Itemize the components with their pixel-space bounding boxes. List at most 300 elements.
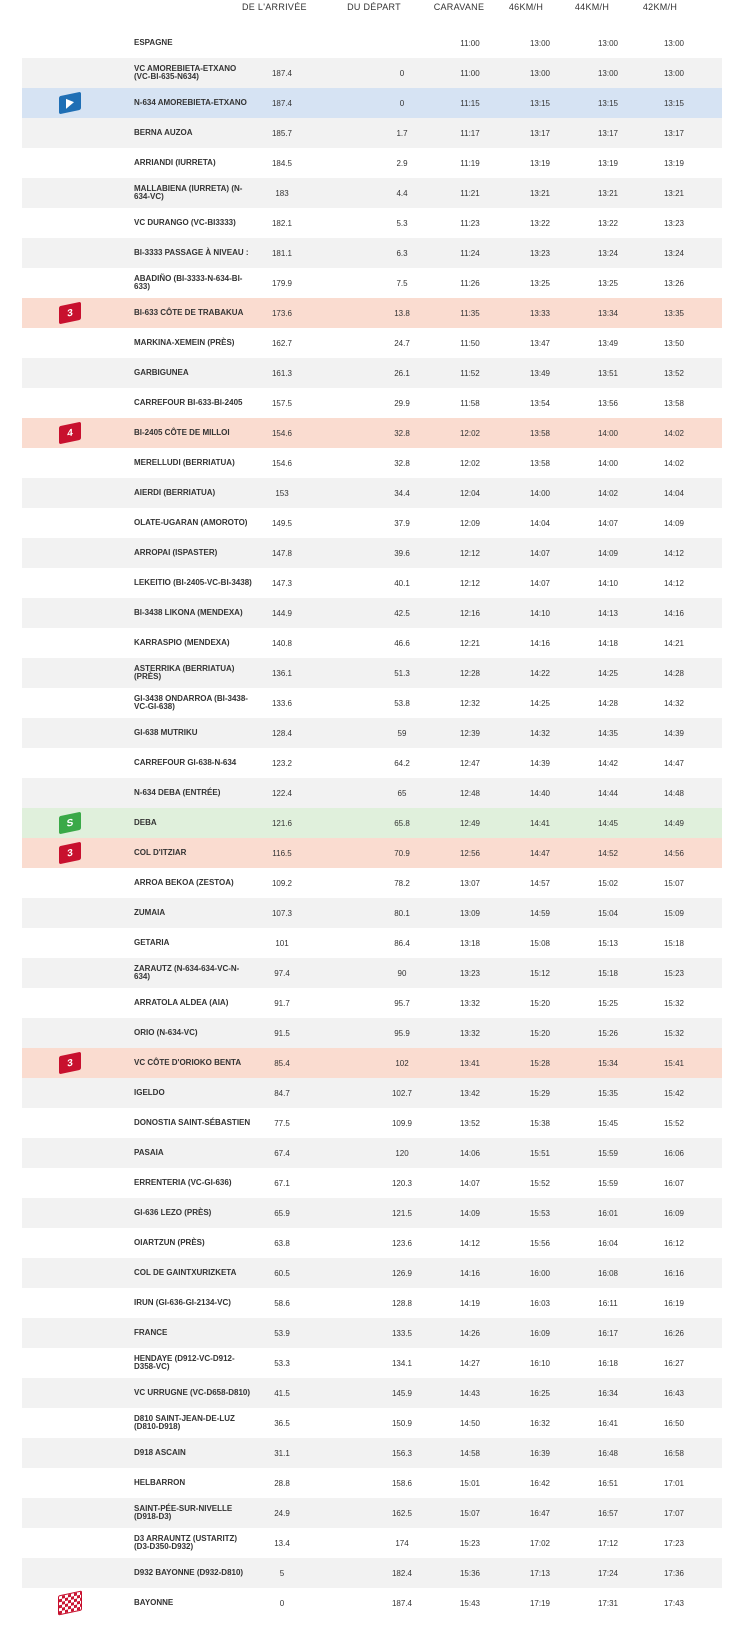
km-from-start: 34.4 (394, 488, 410, 498)
time-44kmh: 13:51 (597, 368, 619, 378)
stage-name: GARBIGUNEA (134, 368, 189, 377)
start-flag-icon (59, 92, 81, 115)
time-42kmh: 13:23 (663, 218, 685, 228)
time-46kmh: 13:47 (529, 338, 551, 348)
climb-cat4-icon: 4 (59, 422, 81, 445)
km-from-start: 64.2 (394, 758, 410, 768)
stage-name: KARRASPIO (MENDEXA) (134, 638, 230, 647)
stage-name: ARROPAI (ISPASTER) (134, 548, 218, 557)
caravan-time: 11:26 (460, 278, 480, 288)
time-42kmh: 14:39 (663, 728, 685, 738)
time-46kmh: 15:53 (529, 1208, 551, 1218)
km-to-arrival: 185.7 (271, 128, 293, 138)
table-row (22, 238, 722, 268)
time-42kmh: 16:58 (663, 1448, 685, 1458)
km-from-start: 53.8 (394, 698, 410, 708)
stage-name: BI-633 CÔTE DE TRABAKUA (134, 308, 244, 317)
caravan-time: 14:27 (459, 1358, 481, 1368)
table-row (22, 958, 722, 988)
caravan-time: 14:09 (459, 1208, 481, 1218)
caravan-time: 13:09 (459, 908, 481, 918)
time-44kmh: 13:00 (597, 38, 619, 48)
time-44kmh: 15:34 (597, 1058, 619, 1068)
time-46kmh: 16:32 (529, 1418, 551, 1428)
stage-name: ARRIANDI (IURRETA) (134, 158, 216, 167)
table-row (22, 928, 722, 958)
km-to-arrival: 128.4 (271, 728, 293, 738)
row-icon-cell (52, 1408, 88, 1438)
time-42kmh: 16:26 (663, 1328, 685, 1338)
stage-name: OLATE-UGARAN (AMOROTO) (134, 518, 248, 527)
stage-name: COL DE GAINTXURIZKETA (134, 1268, 237, 1277)
km-from-start: 80.1 (394, 908, 410, 918)
km-to-arrival: 116.5 (272, 848, 292, 858)
table-row (22, 1288, 722, 1318)
stage-name: IGELDO (134, 1088, 165, 1097)
stage-name: GI-638 MUTRIKU (134, 728, 198, 737)
caravan-time: 13:23 (459, 968, 481, 978)
row-icon-cell (52, 868, 88, 898)
header-44kmh: 44KM/H (574, 2, 610, 12)
time-46kmh: 16:09 (529, 1328, 551, 1338)
stage-name: MERELLUDI (BERRIATUA) (134, 458, 235, 467)
time-42kmh: 13:50 (663, 338, 685, 348)
caravan-time: 12:56 (459, 848, 481, 858)
km-from-start: 174 (395, 1538, 409, 1548)
time-44kmh: 13:34 (597, 308, 619, 318)
time-42kmh: 14:12 (663, 578, 685, 588)
row-icon-cell (52, 208, 88, 238)
time-46kmh: 15:51 (529, 1148, 551, 1158)
km-to-arrival: 67.1 (274, 1178, 290, 1188)
time-46kmh: 14:07 (529, 548, 551, 558)
row-icon-cell (52, 1228, 88, 1258)
time-44kmh: 15:45 (597, 1118, 619, 1128)
km-to-arrival: 136.1 (271, 668, 293, 678)
table-row (22, 1048, 722, 1078)
time-42kmh: 14:49 (663, 818, 685, 828)
time-42kmh: 16:50 (663, 1418, 685, 1428)
caravan-time: 14:19 (459, 1298, 481, 1308)
stage-name: VC AMOREBIETA-ETXANO (VC-BI-635-N634) (134, 64, 237, 81)
km-to-arrival: 36.5 (274, 1418, 290, 1428)
table-row (22, 1018, 722, 1048)
table-row (22, 118, 722, 148)
caravan-time: 15:01 (459, 1478, 481, 1488)
time-46kmh: 14:39 (529, 758, 551, 768)
time-42kmh: 13:58 (663, 398, 685, 408)
km-to-arrival: 85.4 (274, 1058, 290, 1068)
time-44kmh: 13:15 (597, 98, 619, 108)
km-to-arrival: 123.2 (271, 758, 293, 768)
km-from-start: 150.9 (391, 1418, 413, 1428)
time-46kmh: 13:22 (529, 218, 551, 228)
km-from-start: 42.5 (394, 608, 410, 618)
km-from-start: 126.9 (391, 1268, 413, 1278)
row-icon-cell (52, 718, 88, 748)
row-icon-cell (52, 1108, 88, 1138)
row-icon-cell (52, 838, 88, 868)
caravan-time: 12:48 (459, 788, 481, 798)
row-icon-cell (52, 1048, 88, 1078)
km-from-start: 40.1 (394, 578, 410, 588)
header-arrivee: DE L'ARRIVÉE (242, 2, 307, 12)
stage-name: SAINT-PÉE-SUR-NIVELLE (D918-D3) (134, 1504, 233, 1521)
table-row (22, 478, 722, 508)
time-42kmh: 16:43 (663, 1388, 685, 1398)
table-row (22, 1348, 722, 1378)
time-42kmh: 14:21 (663, 638, 685, 648)
row-icon-cell (52, 1498, 88, 1528)
stage-name: PASAIA (134, 1148, 164, 1157)
table-row (22, 1408, 722, 1438)
time-42kmh: 13:17 (663, 128, 685, 138)
row-icon-cell (52, 178, 88, 208)
caravan-time: 12:49 (459, 818, 481, 828)
stage-name: FRANCE (134, 1328, 168, 1337)
row-icon-cell (52, 1078, 88, 1108)
time-42kmh: 13:19 (663, 158, 685, 168)
stage-name: ZARAUTZ (N-634-634-VC-N-634) (134, 964, 240, 981)
row-icon-cell (52, 1468, 88, 1498)
stage-name: GI-636 LEZO (PRÈS) (134, 1208, 212, 1217)
table-row (22, 868, 722, 898)
stage-name: MALLABIENA (IURRETA) (N-634-VC) (134, 184, 243, 201)
time-42kmh: 13:00 (663, 68, 685, 78)
time-42kmh: 13:15 (663, 98, 685, 108)
time-46kmh: 15:20 (529, 998, 551, 1008)
time-42kmh: 16:06 (663, 1148, 685, 1158)
time-44kmh: 13:00 (597, 68, 619, 78)
row-icon-cell (52, 1558, 88, 1588)
table-row (22, 1198, 722, 1228)
km-from-start: 95.7 (394, 998, 410, 1008)
time-42kmh: 13:35 (663, 308, 685, 318)
table-row (22, 688, 722, 718)
km-from-start: 128.8 (391, 1298, 413, 1308)
time-42kmh: 15:18 (663, 938, 685, 948)
time-42kmh: 14:56 (663, 848, 685, 858)
row-icon-cell (52, 538, 88, 568)
row-icon-cell (52, 748, 88, 778)
stage-name: CARREFOUR BI-633-BI-2405 (134, 398, 243, 407)
km-from-start: 7.5 (396, 278, 408, 288)
table-row (22, 748, 722, 778)
table-row (22, 448, 722, 478)
caravan-time: 15:36 (459, 1568, 481, 1578)
time-46kmh: 16:47 (529, 1508, 551, 1518)
km-to-arrival: 63.8 (274, 1238, 290, 1248)
time-42kmh: 15:32 (663, 1028, 685, 1038)
time-42kmh: 14:12 (663, 548, 685, 558)
table-body (22, 28, 722, 1618)
km-from-start: 0 (399, 98, 405, 108)
caravan-time: 13:52 (459, 1118, 481, 1128)
caravan-time: 13:18 (459, 938, 481, 948)
km-from-start (367, 28, 437, 58)
km-to-arrival: 41.5 (274, 1388, 290, 1398)
row-icon-cell (52, 658, 88, 688)
row-icon-cell (52, 238, 88, 268)
km-to-arrival: 181.1 (271, 248, 293, 258)
caravan-time: 12:32 (459, 698, 481, 708)
stage-name: ASTERRIKA (BERRIATUA) (PRÈS) (134, 664, 235, 681)
caravan-time: 13:07 (459, 878, 481, 888)
time-44kmh: 16:34 (597, 1388, 619, 1398)
km-to-arrival: 187.4 (271, 68, 293, 78)
time-46kmh: 13:19 (529, 158, 551, 168)
table-row (22, 898, 722, 928)
table-row (22, 778, 722, 808)
km-from-start: 123.6 (391, 1238, 413, 1248)
time-46kmh: 13:58 (529, 458, 551, 468)
caravan-time: 12:02 (459, 458, 481, 468)
time-42kmh: 13:26 (663, 278, 685, 288)
km-to-arrival: 179.9 (271, 278, 293, 288)
km-to-arrival: 133.6 (271, 698, 293, 708)
km-from-start: 109.9 (391, 1118, 413, 1128)
km-to-arrival: 58.6 (274, 1298, 290, 1308)
caravan-time: 13:41 (459, 1058, 481, 1068)
caravan-time: 14:16 (459, 1268, 481, 1278)
km-to-arrival: 154.6 (271, 458, 293, 468)
time-46kmh: 15:08 (529, 938, 551, 948)
time-46kmh: 14:47 (529, 848, 551, 858)
time-42kmh: 14:28 (663, 668, 685, 678)
time-44kmh: 13:25 (597, 278, 619, 288)
km-from-start: 65 (397, 788, 407, 798)
time-44kmh: 14:07 (597, 518, 619, 528)
time-46kmh: 17:19 (529, 1598, 551, 1608)
stage-name: HENDAYE (D912-VC-D912-D358-VC) (134, 1354, 235, 1371)
caravan-time: 12:09 (459, 518, 481, 528)
time-46kmh: 15:28 (529, 1058, 551, 1068)
km-from-start: 32.8 (394, 428, 410, 438)
table-row (22, 538, 722, 568)
time-46kmh: 14:16 (529, 638, 551, 648)
time-46kmh: 14:25 (529, 698, 551, 708)
time-42kmh: 16:27 (663, 1358, 685, 1368)
km-from-start: 6.3 (396, 248, 408, 258)
row-icon-cell (52, 88, 88, 118)
time-44kmh: 16:04 (597, 1238, 619, 1248)
table-row (22, 1438, 722, 1468)
row-icon-cell (52, 988, 88, 1018)
km-from-start: 134.1 (391, 1358, 413, 1368)
caravan-time: 15:23 (459, 1538, 481, 1548)
table-row (22, 1558, 722, 1588)
caravan-time: 14:26 (459, 1328, 481, 1338)
time-44kmh: 15:26 (597, 1028, 619, 1038)
km-to-arrival: 184.5 (271, 158, 293, 168)
time-46kmh: 14:22 (529, 668, 551, 678)
time-46kmh: 14:41 (529, 818, 551, 828)
caravan-time: 14:43 (459, 1388, 481, 1398)
row-icon-cell (52, 628, 88, 658)
km-to-arrival: 122.4 (271, 788, 293, 798)
table-row (22, 1498, 722, 1528)
row-icon-cell (52, 358, 88, 388)
climb-cat3-icon: 3 (59, 302, 81, 325)
table-row (22, 1258, 722, 1288)
time-42kmh: 13:00 (663, 38, 685, 48)
row-icon-cell (52, 28, 88, 58)
time-46kmh: 13:58 (529, 428, 551, 438)
km-from-start: 145.9 (391, 1388, 413, 1398)
time-44kmh: 15:59 (597, 1148, 619, 1158)
time-44kmh: 16:08 (597, 1268, 619, 1278)
stage-name: ERRENTERIA (VC-GI-636) (134, 1178, 232, 1187)
table-row (22, 628, 722, 658)
table-row (22, 598, 722, 628)
km-to-arrival: 60.5 (274, 1268, 290, 1278)
time-46kmh: 15:20 (529, 1028, 551, 1038)
table-row (22, 358, 722, 388)
header-caravane: CARAVANE (433, 2, 485, 12)
header-46kmh: 46KM/H (508, 2, 544, 12)
caravan-time: 12:12 (459, 578, 481, 588)
km-from-start: 102 (395, 1058, 409, 1068)
time-44kmh: 14:10 (597, 578, 619, 588)
time-42kmh: 15:41 (663, 1058, 685, 1068)
row-icon-cell (52, 1348, 88, 1378)
row-icon-cell (52, 1318, 88, 1348)
table-row (22, 1168, 722, 1198)
stage-name: ARROA BEKOA (ZESTOA) (134, 878, 234, 887)
km-from-start: 90 (397, 968, 407, 978)
header-42kmh: 42KM/H (642, 2, 678, 12)
caravan-time: 11:24 (460, 248, 480, 258)
time-46kmh: 15:29 (529, 1088, 551, 1098)
time-42kmh: 16:16 (663, 1268, 685, 1278)
time-46kmh: 14:32 (529, 728, 551, 738)
km-from-start: 78.2 (394, 878, 410, 888)
table-row (22, 1318, 722, 1348)
stage-name: ARRATOLA ALDEA (AIA) (134, 998, 229, 1007)
table-row (22, 838, 722, 868)
time-42kmh: 17:01 (663, 1478, 685, 1488)
table-row (22, 178, 722, 208)
time-44kmh: 13:19 (597, 158, 619, 168)
km-to-arrival: 5 (279, 1568, 285, 1578)
km-from-start: 156.3 (391, 1448, 413, 1458)
time-42kmh: 14:32 (663, 698, 685, 708)
stage-name: D932 BAYONNE (D932-D810) (134, 1568, 244, 1577)
km-to-arrival: 109.2 (271, 878, 293, 888)
time-44kmh: 16:17 (597, 1328, 619, 1338)
time-44kmh: 13:21 (597, 188, 619, 198)
row-icon-cell (52, 1528, 88, 1558)
time-44kmh: 14:02 (597, 488, 619, 498)
km-to-arrival (247, 28, 317, 58)
km-to-arrival: 140.8 (271, 638, 293, 648)
km-from-start: 86.4 (394, 938, 410, 948)
row-icon-cell (52, 418, 88, 448)
time-44kmh: 15:59 (597, 1178, 619, 1188)
stage-name: N-634 AMOREBIETA-ETXANO (134, 98, 247, 107)
finish-flag-icon (58, 1590, 82, 1615)
km-from-start: 26.1 (394, 368, 410, 378)
time-44kmh: 14:00 (597, 428, 619, 438)
time-46kmh: 15:52 (529, 1178, 551, 1188)
caravan-time: 12:47 (459, 758, 481, 768)
km-to-arrival: 31.1 (274, 1448, 290, 1458)
time-42kmh: 14:02 (663, 428, 685, 438)
row-icon-cell (52, 58, 88, 88)
time-44kmh: 13:49 (597, 338, 619, 348)
table-row (22, 508, 722, 538)
stage-name: ESPAGNE (134, 38, 173, 47)
time-44kmh: 13:24 (597, 248, 619, 258)
km-to-arrival: 147.3 (271, 578, 293, 588)
km-from-start: 120 (395, 1148, 409, 1158)
climb-cat3-icon: 3 (59, 1052, 81, 1075)
stage-name: ABADIÑO (BI-3333-N-634-BI-633) (134, 274, 243, 291)
stage-name: VC CÔTE D'ORIOKO BENTA (134, 1058, 242, 1067)
stage-name: BI-2405 CÔTE DE MILLOI (134, 428, 230, 437)
row-icon-cell (52, 1018, 88, 1048)
caravan-time: 14:12 (459, 1238, 481, 1248)
time-44kmh: 17:12 (597, 1538, 619, 1548)
table-row (22, 1378, 722, 1408)
km-to-arrival: 24.9 (274, 1508, 290, 1518)
time-42kmh: 13:21 (663, 188, 685, 198)
caravan-time: 14:50 (459, 1418, 481, 1428)
caravan-time: 11:35 (460, 308, 480, 318)
row-icon-cell (52, 478, 88, 508)
time-46kmh: 14:59 (529, 908, 551, 918)
km-from-start: 120.3 (391, 1178, 413, 1188)
row-icon-cell (52, 508, 88, 538)
km-to-arrival: 65.9 (274, 1208, 290, 1218)
km-from-start: 102.7 (391, 1088, 413, 1098)
km-to-arrival: 77.5 (274, 1118, 290, 1128)
time-46kmh: 14:00 (529, 488, 551, 498)
stage-name: ZUMAIA (134, 908, 166, 917)
caravan-time: 11:00 (460, 68, 480, 78)
km-to-arrival: 161.3 (271, 368, 293, 378)
km-to-arrival: 84.7 (274, 1088, 290, 1098)
time-42kmh: 14:09 (663, 518, 685, 528)
caravan-time: 12:28 (459, 668, 481, 678)
time-44kmh: 14:42 (597, 758, 619, 768)
time-46kmh: 17:13 (529, 1568, 551, 1578)
time-42kmh: 16:19 (663, 1298, 685, 1308)
row-icon-cell (52, 328, 88, 358)
stage-name: D3 ARRAUNTZ (USTARITZ) (D3-D350-D932) (134, 1534, 238, 1551)
time-42kmh: 14:48 (663, 788, 685, 798)
row-icon-cell (52, 958, 88, 988)
km-to-arrival: 53.9 (274, 1328, 290, 1338)
row-icon-cell (52, 1378, 88, 1408)
km-to-arrival: 157.5 (271, 398, 293, 408)
stage-name: D810 SAINT-JEAN-DE-LUZ (D810-D918) (134, 1414, 235, 1431)
time-46kmh: 15:56 (529, 1238, 551, 1248)
caravan-time: 11:52 (460, 368, 480, 378)
time-46kmh: 13:17 (529, 128, 551, 138)
time-44kmh: 16:41 (597, 1418, 619, 1428)
time-46kmh: 14:04 (529, 518, 551, 528)
time-42kmh: 16:07 (663, 1178, 685, 1188)
km-to-arrival: 153 (275, 488, 289, 498)
stage-name: AIERDI (BERRIATUA) (134, 488, 216, 497)
time-44kmh: 15:02 (597, 878, 619, 888)
time-46kmh: 14:40 (529, 788, 551, 798)
km-to-arrival: 67.4 (274, 1148, 290, 1158)
km-to-arrival: 91.5 (274, 1028, 290, 1038)
stage-name: IRUN (GI-636-GI-2134-VC) (134, 1298, 231, 1307)
row-icon-cell (52, 388, 88, 418)
